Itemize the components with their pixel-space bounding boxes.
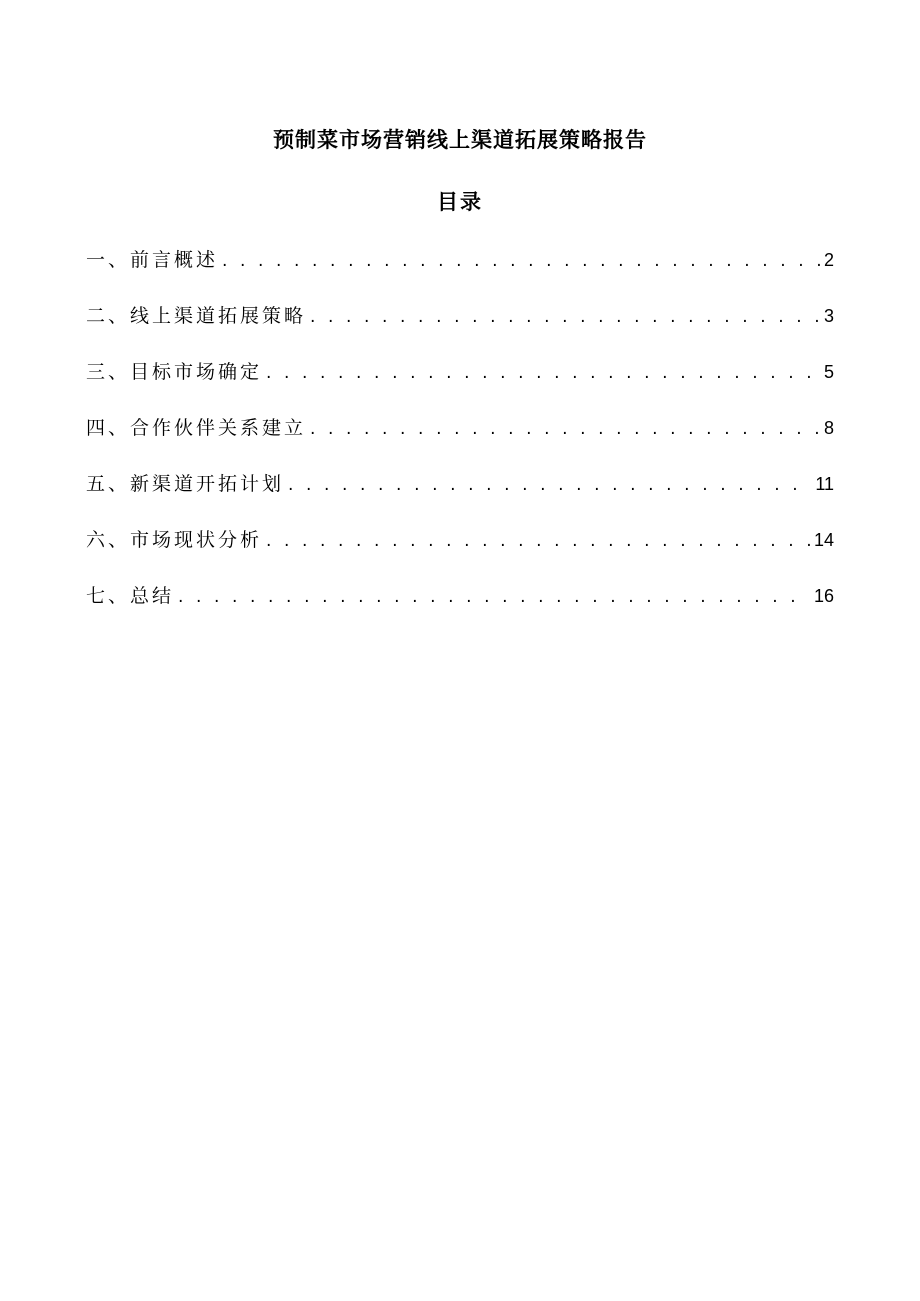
toc-entry-1[interactable] [86,245,834,301]
toc-page-number: 16 [813,586,834,606]
toc-page-number: 8 [823,418,834,438]
toc-dot-leader [266,531,810,551]
toc-entry-label: 三、目标市场确定 [86,361,263,383]
toc-entry-label: 七、总结 [86,585,175,607]
toc-entry-6[interactable] [86,525,834,581]
toc-page-number: 11 [815,474,834,494]
toc-dot-leader [310,419,820,439]
toc-dot-leader [222,251,820,271]
toc-heading: 目录 [437,190,483,214]
toc-entry-3[interactable] [86,357,834,413]
document-title: 预制菜市场营销线上渠道拓展策略报告 [273,128,647,152]
table-of-contents [86,245,834,637]
toc-dot-leader [266,363,820,383]
toc-page-number: 14 [813,530,834,550]
toc-entry-4[interactable] [86,413,834,469]
toc-page-number: 2 [823,250,834,270]
toc-entry-2[interactable] [86,301,834,357]
toc-entry-label: 四、合作伙伴关系建立 [86,417,307,439]
toc-dot-leader [310,307,820,327]
toc-entry-label: 二、线上渠道拓展策略 [86,305,307,327]
toc-entry-label: 一、前言概述 [86,249,219,271]
toc-entry-7[interactable] [86,581,834,637]
toc-entry-label: 六、市场现状分析 [86,529,263,551]
toc-page-number: 5 [823,362,834,382]
toc-entry-label: 五、新渠道开拓计划 [86,473,285,495]
toc-dot-leader [288,475,811,495]
toc-entry-5[interactable] [86,469,834,525]
toc-dot-leader [178,587,810,607]
toc-page-number: 3 [823,306,834,326]
